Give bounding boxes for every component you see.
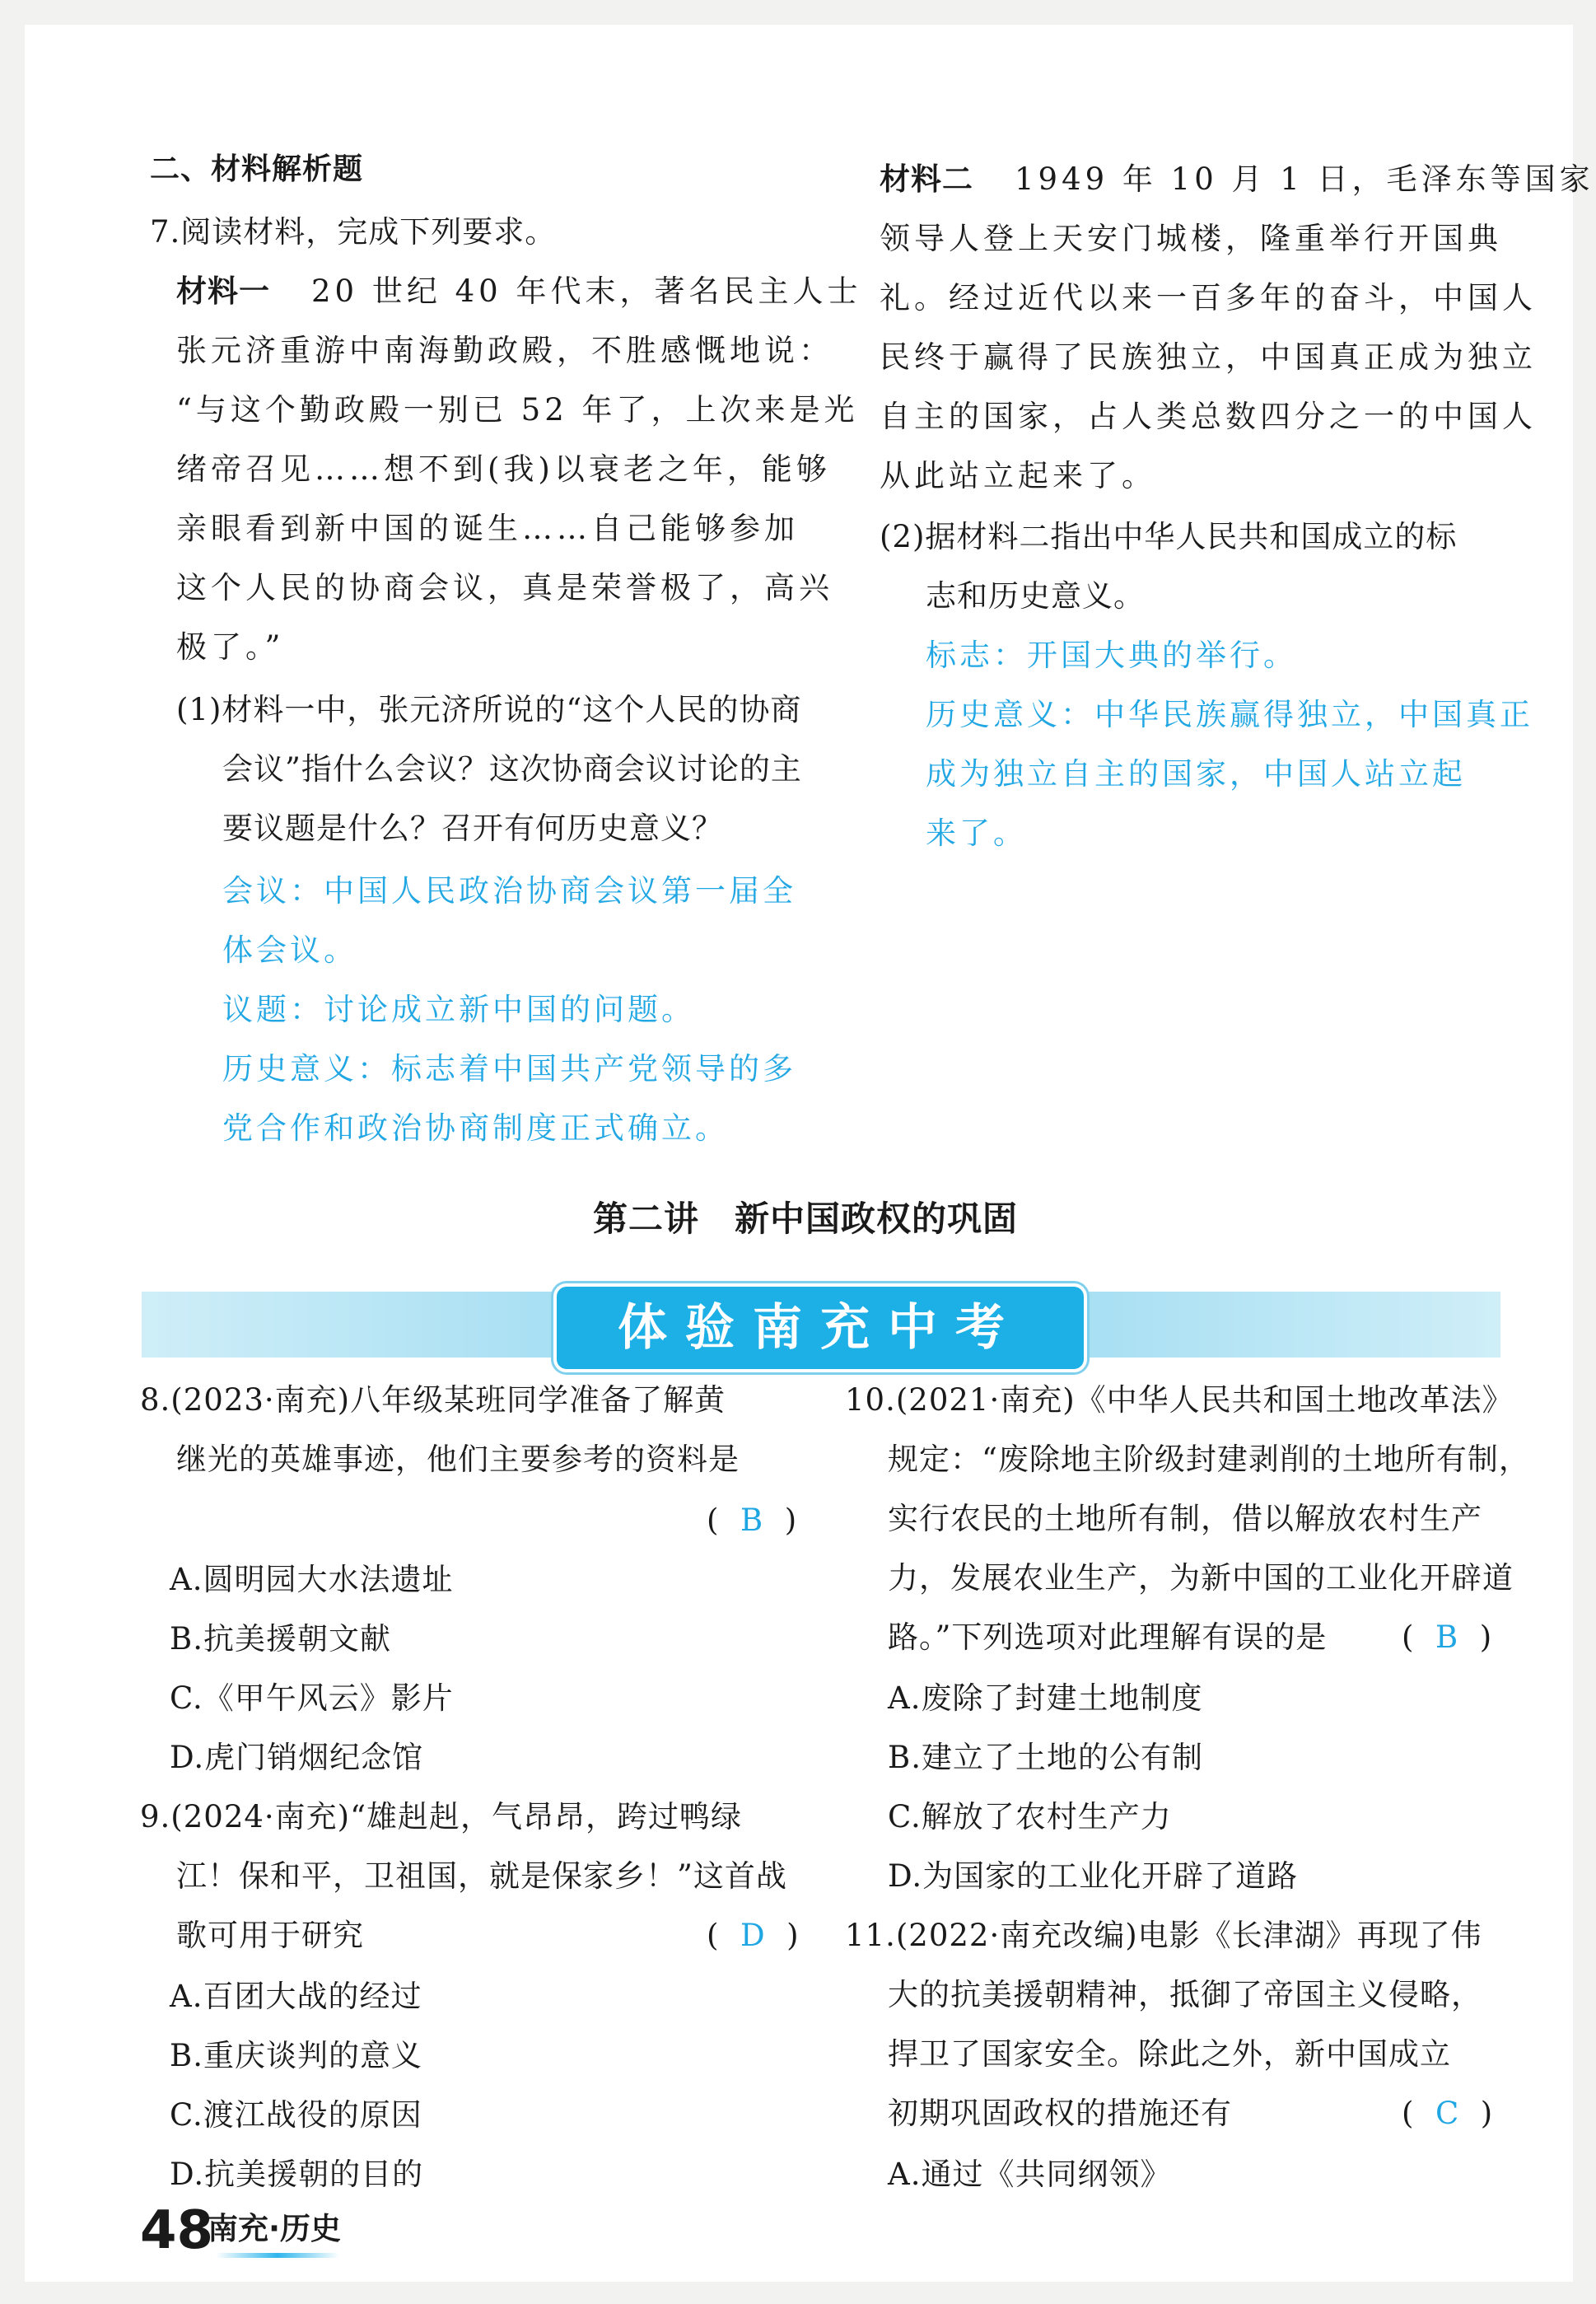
subquestion-2-line: (2)据材料二指出中华人民共和国成立的标 xyxy=(880,519,1458,554)
answer-1-line: 党合作和政治协商制度正式确立。 xyxy=(222,1110,729,1146)
subquestion-1-line: (1)材料一中，张元济所说的“这个人民的协商 xyxy=(176,692,802,727)
question-10-line: 路。”下列选项对此理解有误的是 xyxy=(888,1619,1328,1655)
material-1-line: 绪帝召见……想不到(我)以衰老之年，能够 xyxy=(176,451,831,487)
material-1-line: 亲眼看到新中国的诞生……自己能够参加 xyxy=(176,511,799,546)
answer-1-line: 历史意义：标志着中国共产党领导的多 xyxy=(222,1051,796,1087)
question-11-answer: ( C ) xyxy=(1402,2096,1494,2131)
question-10-line: 10.(2021·南充)《中华人民共和国土地改革法》 xyxy=(845,1382,1514,1418)
material-1-line: “与这个勤政殿一别已 52 年了，上次来是光 xyxy=(176,392,859,428)
question-9-option: D.抗美援朝的目的 xyxy=(170,2157,424,2192)
question-8-answer: ( B ) xyxy=(707,1503,798,1538)
question-8-line: 继光的英雄事迹，他们主要参考的资料是 xyxy=(176,1442,740,1477)
material-2-line: 1949 年 10 月 1 日，毛泽东等国家 xyxy=(1015,161,1594,197)
question-9-option: C.渡江战役的原因 xyxy=(170,2097,422,2133)
question-10-line: 力，发展农业生产，为新中国的工业化开辟道 xyxy=(888,1560,1514,1596)
question-9-answer-letter: D xyxy=(740,1918,766,1953)
question-11-answer-letter: C xyxy=(1435,2096,1460,2131)
question-8-line: 8.(2023·南充)八年级某班同学准备了解黄 xyxy=(140,1382,726,1418)
answer-2-line: 标志：开国大典的举行。 xyxy=(926,638,1297,673)
question-10-line: 规定：“废除地主阶级封建剥削的土地所有制， xyxy=(888,1442,1530,1477)
answer-1-line: 体会议。 xyxy=(222,932,357,968)
footer-underline xyxy=(216,2253,339,2258)
question-8-option: B.抗美援朝文献 xyxy=(170,1621,391,1657)
subquestion-1-line: 要议题是什么？召开有何历史意义？ xyxy=(222,811,723,846)
question-9-line: 江！保和平，卫祖国，就是保家乡！”这首战 xyxy=(176,1858,787,1894)
question-8-option: C.《甲午风云》影片 xyxy=(170,1680,454,1716)
question-8-answer-letter: B xyxy=(740,1503,764,1538)
answer-1-line: 议题：讨论成立新中国的问题。 xyxy=(222,992,695,1027)
subquestion-1-line: 会议”指什么会议？这次协商会议讨论的主 xyxy=(222,751,802,787)
question-10-option: C.解放了农村生产力 xyxy=(888,1799,1172,1834)
question-10-answer-letter: B xyxy=(1435,1619,1459,1655)
material-2-line: 民终于赢得了民族独立，中国真正成为独立 xyxy=(880,339,1537,375)
answer-2-line: 成为独立自主的国家，中国人站立起 xyxy=(926,756,1466,792)
material-2-line: 礼。经过近代以来一百多年的奋斗，中国人 xyxy=(880,280,1537,315)
question-10-answer: ( B ) xyxy=(1402,1619,1493,1655)
question-8-option: A.圆明园大水法遗址 xyxy=(170,1562,454,1597)
material-1-line: 张元济重游中南海勤政殿，不胜感慨地说： xyxy=(176,333,833,368)
subquestion-2-line: 志和历史意义。 xyxy=(926,578,1145,614)
footer-label: 南充·历史 xyxy=(208,2211,342,2246)
question-8-option: D.虎门销烟纪念馆 xyxy=(170,1740,424,1775)
lesson-title: 第二讲 新中国政权的巩固 xyxy=(593,1199,1019,1239)
material-1-line: 20 世纪 40 年代末，著名民主人士 xyxy=(311,273,862,309)
material-1-label: 材料一 xyxy=(176,273,270,309)
material-2-line: 从此站立起来了。 xyxy=(880,458,1156,493)
material-1-line: 这个人民的协商会议，真是荣誉极了，高兴 xyxy=(176,570,833,605)
question-11-line: 初期巩固政权的措施还有 xyxy=(888,2096,1232,2131)
question-11-line: 捍卫了国家安全。除此之外，新中国成立 xyxy=(888,2036,1451,2072)
material-2-label: 材料二 xyxy=(880,161,973,197)
answer-2-line: 历史意义：中华民族赢得独立，中国真正 xyxy=(926,697,1533,732)
section-title: 二、材料解析题 xyxy=(150,152,364,186)
question-10-option: B.建立了土地的公有制 xyxy=(888,1740,1203,1775)
material-2-line: 自主的国家，占人类总数四分之一的中国人 xyxy=(880,399,1537,434)
page-number: 48 xyxy=(140,2200,214,2261)
answer-1-line: 会议：中国人民政治协商会议第一届全 xyxy=(222,873,796,909)
question-9-answer: ( D ) xyxy=(707,1918,800,1953)
question-11-line: 大的抗美援朝精神，抵御了帝国主义侵略， xyxy=(888,1977,1482,2012)
question-7-stem: 7.阅读材料，完成下列要求。 xyxy=(150,214,557,250)
question-10-line: 实行农民的土地所有制，借以解放农村生产 xyxy=(888,1501,1482,1536)
question-9-option: A.百团大战的经过 xyxy=(170,1979,422,2014)
banner-title: 体验南充中考 xyxy=(618,1299,1023,1357)
question-11-line: 11.(2022·南充改编)电影《长津湖》再现了伟 xyxy=(845,1918,1482,1953)
question-9-line: 9.(2024·南充)“雄赳赳，气昂昂，跨过鸭绿 xyxy=(140,1799,743,1834)
question-10-option: A.废除了封建土地制度 xyxy=(888,1680,1203,1716)
material-2-line: 领导人登上天安门城楼，隆重举行开国典 xyxy=(880,221,1502,256)
question-10-option: D.为国家的工业化开辟了道路 xyxy=(888,1858,1299,1894)
answer-2-line: 来了。 xyxy=(926,816,1027,851)
question-9-line: 歌可用于研究 xyxy=(176,1918,364,1953)
question-9-option: B.重庆谈判的意义 xyxy=(170,2038,422,2073)
question-11-option: A.通过《共同纲领》 xyxy=(888,2157,1172,2192)
material-1-line: 极了。” xyxy=(176,629,285,665)
